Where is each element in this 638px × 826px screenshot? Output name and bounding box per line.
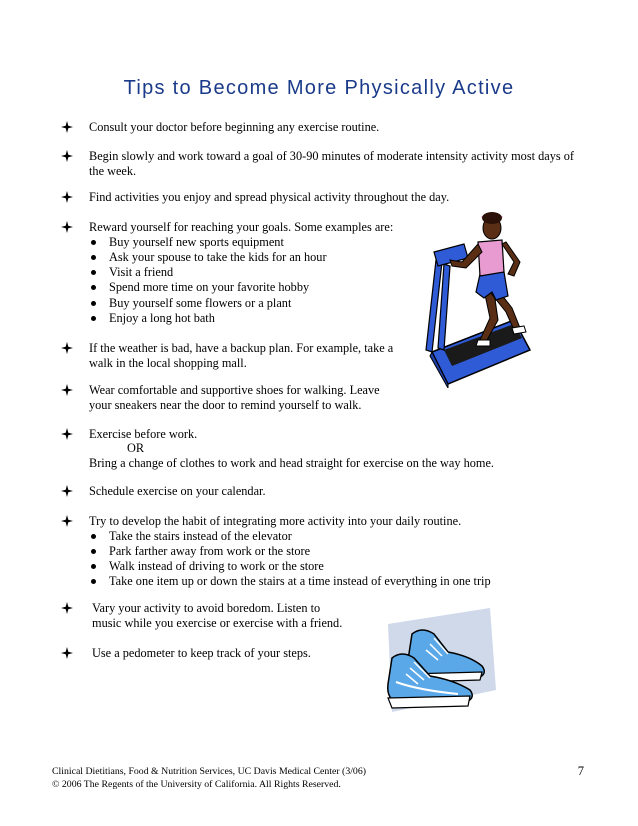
bullet-dot-icon — [91, 270, 96, 275]
diamond-bullet-icon — [61, 221, 73, 233]
tip-text: Try to develop the habit of integrating more activity into your daily routine. — [89, 514, 462, 528]
tip-text: Consult your doctor before beginning any exercise routine. — [89, 120, 380, 134]
diamond-bullet-icon — [61, 602, 73, 614]
footer-credit: Clinical Dietitians, Food & Nutrition Services, UC Davis Medical Center (3/06) — [52, 766, 366, 777]
tip-text-line: Wear comfortable and supportive shoes for walking. Leave — [89, 383, 380, 397]
diamond-bullet-icon — [61, 121, 73, 133]
diamond-bullet-icon — [61, 150, 73, 162]
diamond-bullet-icon — [61, 191, 73, 203]
tip-text: Find activities you enjoy and spread physical activity throughout the day. — [89, 190, 450, 204]
bullet-dot-icon — [91, 549, 96, 554]
tip-text-line: the week. — [89, 164, 137, 178]
footer-copyright: © 2006 The Regents of the University of California. All Rights Reserved. — [52, 779, 341, 790]
tip-text-line: music while you exercise or exercise with a friend. — [92, 616, 343, 630]
tip-text-line: walk in the local shopping mall. — [89, 356, 247, 370]
diamond-bullet-icon — [61, 515, 73, 527]
diamond-bullet-icon — [61, 384, 73, 396]
or-separator: OR — [127, 441, 145, 455]
bullet-dot-icon — [91, 301, 96, 306]
diamond-bullet-icon — [61, 647, 73, 659]
bullet-dot-icon — [91, 564, 96, 569]
bullet-dot-icon — [91, 316, 96, 321]
tip-text-line: Begin slowly and work toward a goal of 30-90 minutes of moderate intensity activity most days of — [89, 149, 574, 163]
tip-text: Use a pedometer to keep track of your steps. — [92, 646, 311, 660]
tip-text: Schedule exercise on your calendar. — [89, 484, 266, 498]
page-number: 7 — [577, 764, 584, 778]
tip-text-line: If the weather is bad, have a backup plan. For example, take a — [89, 341, 394, 355]
tip-text-line: Bring a change of clothes to work and head straight for exercise on the way home. — [89, 456, 494, 470]
tip-text: Reward yourself for reaching your goals. Some examples are: — [89, 220, 394, 234]
tip-text-line: Exercise before work. — [89, 427, 198, 441]
footer — [52, 765, 366, 791]
bullet-dot-icon — [91, 255, 96, 260]
tip-text-line: Vary your activity to avoid boredom. Listen to — [92, 601, 321, 615]
diamond-bullet-icon — [61, 342, 73, 354]
diamond-bullet-icon — [61, 485, 73, 497]
page-title: Tips to Become More Physically Active — [123, 77, 515, 99]
bullet-dot-icon — [91, 240, 96, 245]
treadmill-runner-illustration — [418, 200, 540, 388]
diamond-bullet-icon — [61, 428, 73, 440]
bullet-dot-icon — [91, 285, 96, 290]
bullet-dot-icon — [91, 579, 96, 584]
tip-text-line: your sneakers near the door to remind yourself to walk. — [89, 398, 362, 412]
sneakers-illustration — [378, 604, 500, 716]
bullet-dot-icon — [91, 534, 96, 539]
